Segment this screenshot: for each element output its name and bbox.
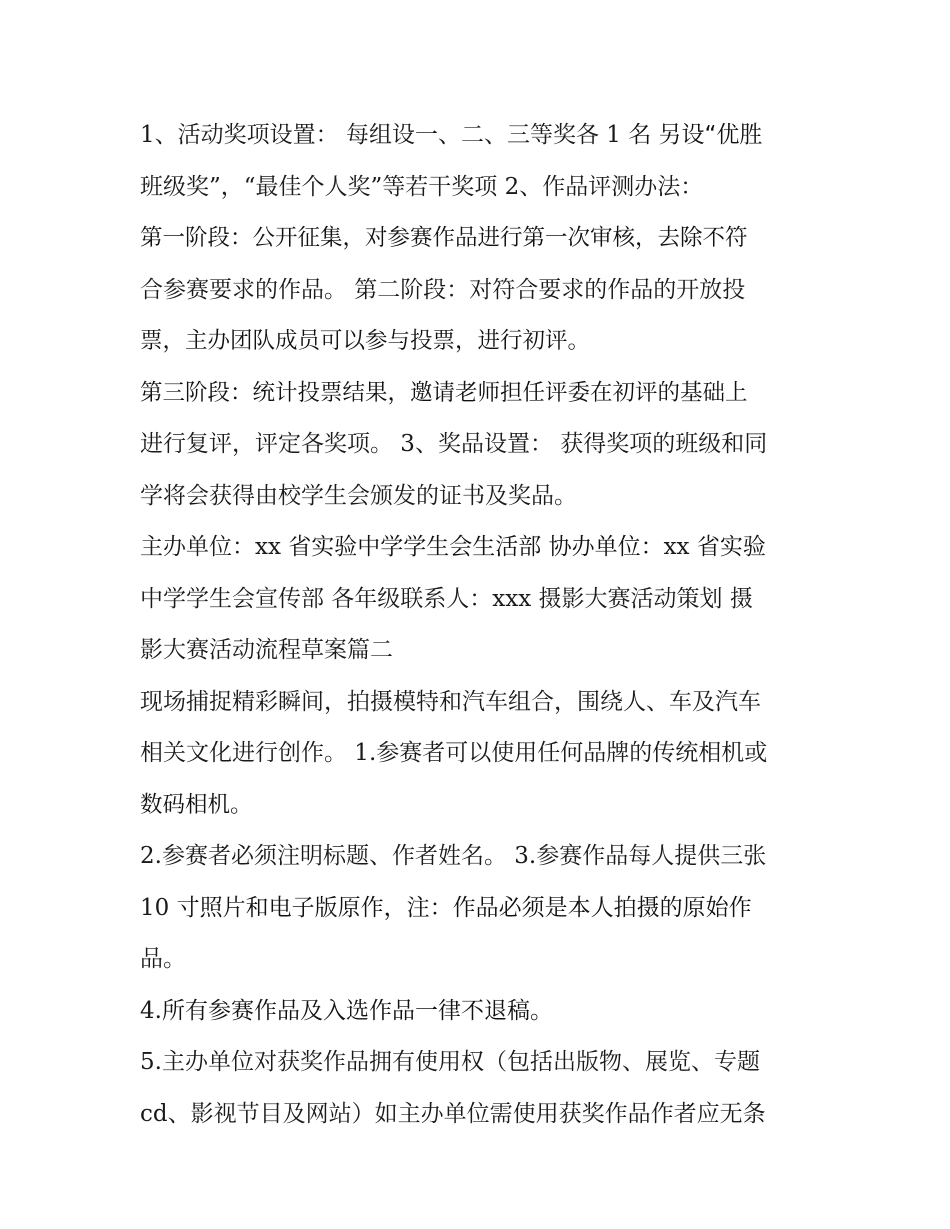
text-segment: 寸照片和电子版原作，注：作品必须是本人拍摄的原始作 — [176, 894, 752, 921]
text-segment: 现场捕捉精彩瞬间，拍摄模特和汽车组合，围绕人、车及汽车 — [140, 688, 761, 715]
text-line — [140, 522, 820, 574]
text-segment: 名 另设“优胜 — [628, 122, 763, 148]
text-segment: 相关文化进行创作。 1.参赛者可以使用任何品牌的传统相机或 — [140, 740, 768, 766]
text-line — [140, 265, 820, 317]
text-segment: 票，主办团队成员可以参与投票，进行初评。 — [140, 328, 591, 354]
text-line — [140, 986, 820, 1038]
text-segment: 第一阶段：公开征集，对参赛作品进行第一次审核，去除不符 — [140, 225, 748, 251]
text-line — [140, 316, 820, 368]
text-line — [140, 934, 820, 986]
text-line — [140, 831, 820, 883]
text-segment: 第三阶段：统计投票结果，邀请老师担任评委在初评的基础上 — [140, 379, 748, 406]
text-line — [140, 1089, 820, 1141]
document-body — [140, 110, 820, 1140]
text-segment: 10 — [140, 894, 177, 921]
text-segment: 影大赛活动流程草案篇二 — [140, 637, 393, 663]
text-line — [140, 780, 820, 832]
text-line — [140, 162, 820, 214]
text-segment: 主办单位：xx — [140, 534, 289, 560]
text-line — [140, 677, 820, 729]
text-segment: xx — [663, 534, 697, 560]
text-segment: 品。 — [140, 946, 186, 972]
text-line — [140, 883, 820, 935]
text-segment: 班级奖”，“最佳个人奖”等若干奖项 2、作品评测办法： — [140, 173, 704, 200]
text-segment: 1、活动奖项设置： 每组设一、二、三等奖各 1 — [140, 122, 629, 148]
text-segment: 学将会获得由校学生会颁发的证书及奖品。 — [140, 482, 577, 509]
text-segment: 2.参赛者必须注明标题、作者姓名。 3.参赛作品每人提供三张 — [140, 843, 767, 869]
text-segment: 5.主办单位对获奖作品拥有使用权（包括出版物、展览、专题 — [140, 1049, 760, 1075]
text-line — [140, 625, 820, 677]
text-line — [140, 110, 820, 162]
text-segment: 中学学生会宣传部 各年级联系人：xxx 摄影大赛活动策划 摄 — [140, 585, 753, 612]
text-segment: 数码相机。 — [140, 791, 253, 818]
text-segment: 所有参赛作品及入选作品一律不退稿。 — [161, 997, 553, 1024]
text-line — [140, 368, 820, 420]
text-segment: 省实验 — [696, 534, 766, 560]
text-line — [140, 574, 820, 626]
text-line — [140, 213, 820, 265]
text-line — [140, 1037, 820, 1089]
text-line — [140, 728, 820, 780]
text-segment: 合参赛要求的作品。 第二阶段：对符合要求的作品的开放投 — [140, 276, 746, 303]
text-segment: 省实验中学学生会生活部 协办单位： — [288, 534, 664, 560]
text-segment: cd、影视节目及网站）如主办单位需使用获奖作品作者应无条 — [140, 1100, 766, 1127]
text-line — [140, 419, 820, 471]
text-segment: 进行复评，评定各奖项。 3、奖品设置： 获得奖项的班级和同 — [140, 431, 768, 457]
text-line — [140, 471, 820, 523]
text-segment: 4. — [140, 997, 162, 1024]
